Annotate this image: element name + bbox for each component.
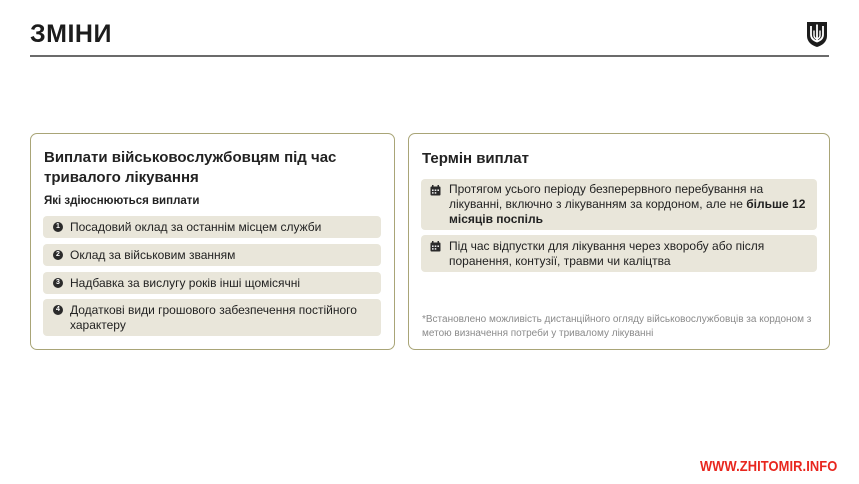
footnote: *Встановлено можливість дистанційного огляду військовослужбовців за кордоном з метою визначення потреби у тривалому лікуванні (422, 314, 812, 339)
header-divider (30, 55, 829, 57)
payment-item-text: Додаткові види грошового забезпечення постійного характеру (70, 302, 357, 332)
payment-item-text: Посадовий оклад за останнім місцем служби (70, 219, 322, 234)
term-item-text: Під час відпустки для лікування через хворобу або після поранення, контузії, травми чи каліцтва (449, 238, 765, 268)
payment-item (43, 216, 381, 238)
page-title: ЗМІНИ (30, 20, 112, 48)
payments-card-title: Виплати військовослужбовцям під час тривалого лікування (44, 149, 337, 186)
payment-term-card (408, 133, 830, 350)
number-4-icon: 4 (53, 305, 63, 315)
payment-item (43, 272, 381, 294)
payment-term-title: Термін виплат (422, 150, 529, 167)
number-1-icon: 1 (53, 222, 63, 232)
term-item-emphasis: більше 12 місяців поспіль (449, 197, 806, 226)
payment-item-text: Надбавка за вислугу років інші щомісячні (70, 275, 301, 290)
number-3-icon: 3 (53, 278, 63, 288)
number-2-icon: 2 (53, 250, 63, 260)
payment-item-text: Оклад за військовим званням (70, 247, 236, 262)
watermark: WWW.ZHITOMIR.INFO (700, 458, 838, 475)
payment-item (43, 244, 381, 266)
payment-item (43, 299, 381, 336)
payments-subtitle: Які здіюснюються виплати (44, 195, 200, 207)
payments-card (30, 133, 395, 350)
calendar-icon (430, 185, 441, 196)
term-item-text: Протягом усього періоду безперервного перебування на лікуванні, включно з лікуванням за кордоном, але не більше 12 місяців поспіль (449, 182, 806, 226)
term-item (421, 235, 817, 272)
term-item (421, 179, 817, 230)
trident-shield-icon (805, 21, 829, 48)
calendar-icon (430, 241, 441, 252)
